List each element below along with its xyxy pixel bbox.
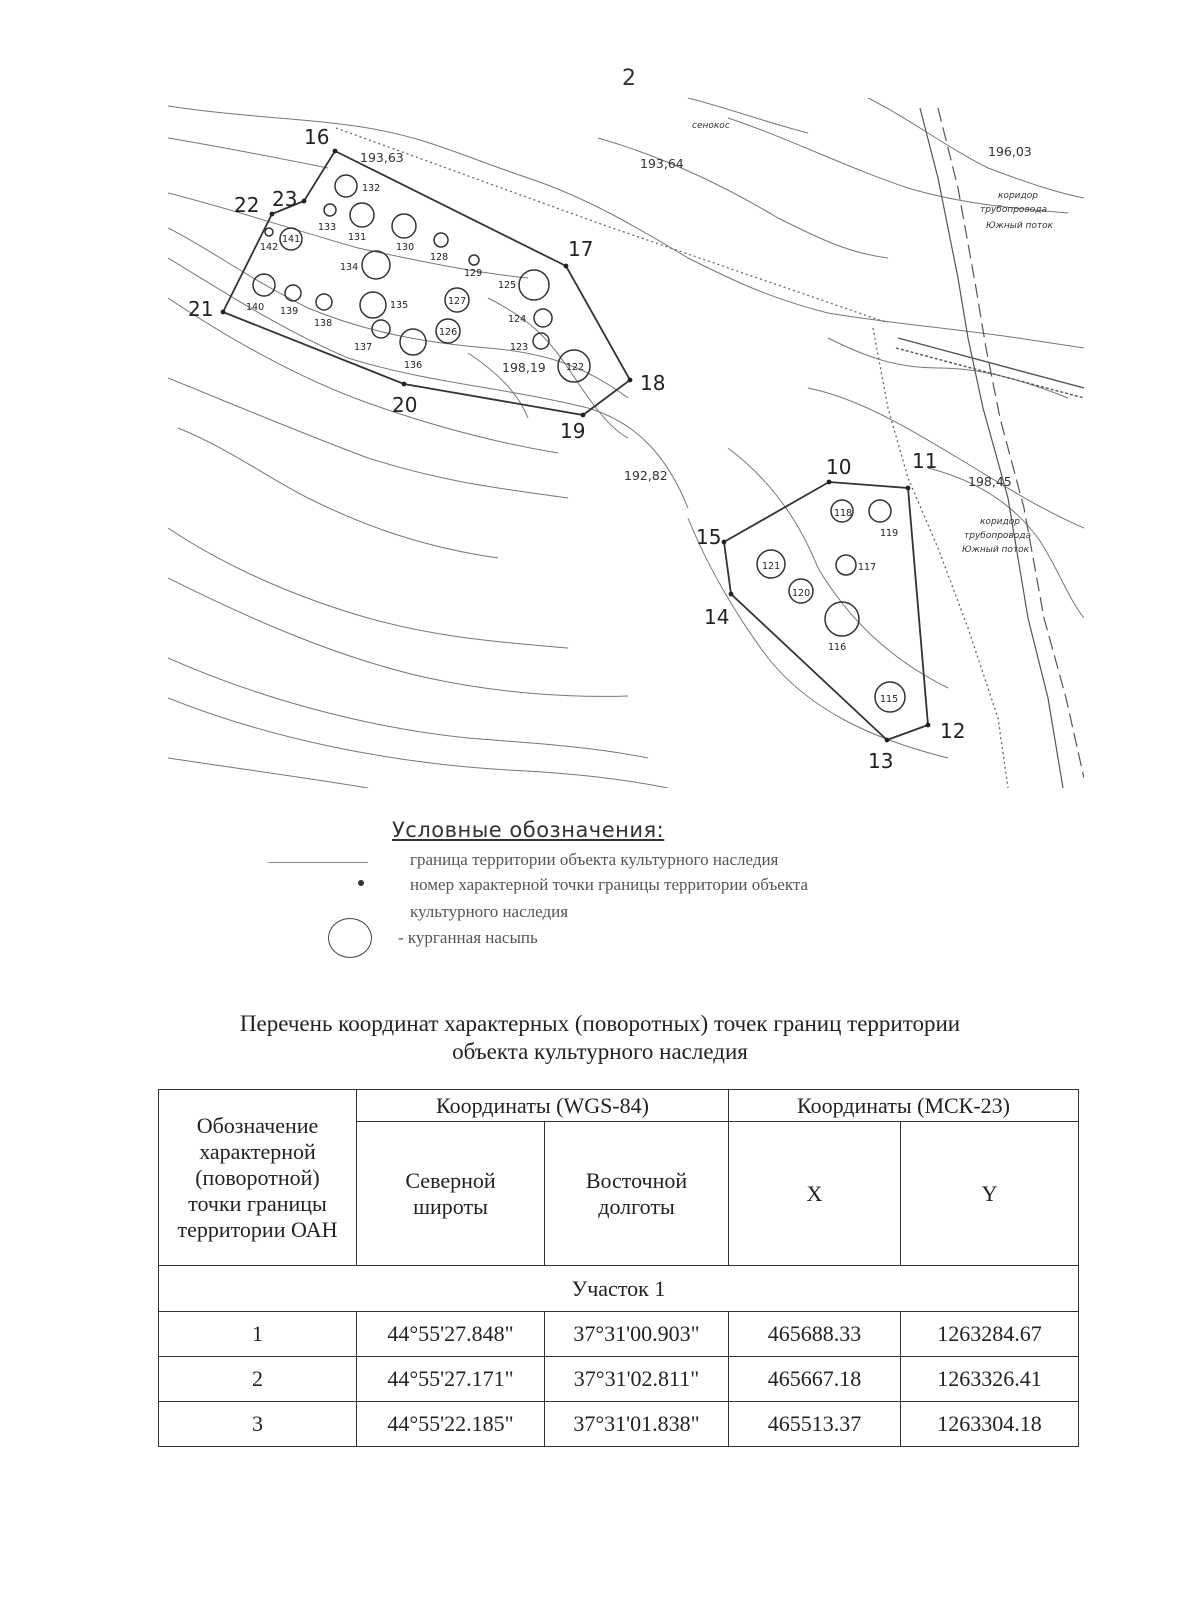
legend-title: Условные обозначения:: [392, 818, 665, 842]
mound-label-137: 137: [354, 342, 373, 353]
point-label-23: 23: [272, 187, 298, 211]
mound-label-128: 128: [430, 252, 449, 263]
header-north-latitude: Северной широты: [357, 1122, 545, 1266]
table-row: [159, 1357, 1079, 1402]
legend-boundary-text: граница территории объекта культурного наследия: [410, 850, 779, 869]
legend-mound-symbol: [328, 918, 372, 958]
table-row: [159, 1402, 1079, 1447]
legend-point-text-line2: культурного наследия: [410, 902, 569, 921]
header-east-longitude: Восточной долготы: [545, 1122, 729, 1266]
point-label-10: 10: [826, 455, 852, 479]
mound-label-141: 141: [282, 234, 301, 245]
mound-number-labels: [246, 183, 898, 705]
mound-label-142: 142: [260, 242, 279, 253]
mound-label-115: 115: [880, 694, 899, 705]
point-label-11: 11: [912, 449, 938, 473]
mound-label-122: 122: [566, 362, 585, 373]
table-title-line2: объекта культурного наследия: [452, 1039, 748, 1064]
legend-boundary-line-symbol: [268, 862, 368, 863]
mound-label-136: 136: [404, 360, 423, 371]
cell-point: 1: [159, 1312, 357, 1357]
cell-y: 1263284.67: [901, 1312, 1079, 1357]
mound-label-124: 124: [508, 314, 527, 325]
mound-label-126: 126: [439, 327, 458, 338]
header-point-designation: Обозначение характерной (поворотной) точки границы территории ОАН: [159, 1090, 357, 1266]
elevation-198-19: 198,19: [502, 360, 546, 375]
mound-label-118: 118: [834, 508, 853, 519]
cell-y: 1263304.18: [901, 1402, 1079, 1447]
survey-boundary: [336, 128, 1008, 788]
elevation-198-45: 198,45: [968, 474, 1012, 489]
map-notes: [692, 121, 1054, 555]
boundary-point-labels: [188, 125, 965, 773]
point-label-18: 18: [640, 371, 666, 395]
table-title: [150, 1010, 1050, 1066]
mound-label-132: 132: [362, 183, 381, 194]
mound-label-120: 120: [792, 588, 811, 599]
cell-point: 3: [159, 1402, 357, 1447]
site-plan-map: [168, 98, 1084, 788]
corridor-note-south-line1: коридор: [980, 517, 1020, 527]
mound-label-116: 116: [828, 642, 847, 653]
point-label-20: 20: [392, 393, 418, 417]
section-row-uchastok-1: Участок 1: [159, 1266, 1079, 1312]
cell-east: 37°31'01.838": [545, 1402, 729, 1447]
point-label-13: 13: [868, 749, 894, 773]
mound-label-131: 131: [348, 232, 367, 243]
cell-point: 2: [159, 1357, 357, 1402]
cell-x: 465513.37: [729, 1402, 901, 1447]
mound-label-117: 117: [858, 562, 877, 573]
point-label-12: 12: [940, 719, 966, 743]
table-row: [159, 1312, 1079, 1357]
elevation-labels: [360, 144, 1032, 489]
point-label-17: 17: [568, 237, 594, 261]
corridor-note-south-line3: Южный поток: [962, 545, 1030, 555]
point-label-15: 15: [696, 525, 722, 549]
cell-east: 37°31'00.903": [545, 1312, 729, 1357]
legend-mound-text: - курганная насыпь: [398, 928, 538, 947]
mound-label-139: 139: [280, 306, 299, 317]
corridor-note-north-line3: Южный поток: [986, 221, 1054, 231]
cell-x: 465667.18: [729, 1357, 901, 1402]
elevation-196-03: 196,03: [988, 144, 1032, 159]
mound-label-135: 135: [390, 300, 409, 311]
header-group-msk23: Координаты (МСК-23): [729, 1090, 1079, 1122]
hayfield-note: сенокос: [692, 121, 730, 131]
elevation-193-64: 193,64: [640, 156, 684, 171]
corridor-note-south-line2: трубопровода: [964, 531, 1031, 541]
elevation-193-63: 193,63: [360, 150, 404, 165]
cell-y: 1263326.41: [901, 1357, 1079, 1402]
mound-label-133: 133: [318, 222, 337, 233]
coordinates-table: [158, 1089, 1079, 1447]
mound-label-123: 123: [510, 342, 529, 353]
header-x: X: [729, 1122, 901, 1266]
point-label-19: 19: [560, 419, 586, 443]
cell-north: 44°55'22.185": [357, 1402, 545, 1447]
mound-label-134: 134: [340, 262, 359, 273]
mound-label-140: 140: [246, 302, 265, 313]
legend-point-symbol: [358, 880, 364, 886]
page-number: 2: [622, 66, 636, 91]
cell-x: 465688.33: [729, 1312, 901, 1357]
mound-label-125: 125: [498, 280, 517, 291]
corridor-note-north-line1: коридор: [998, 191, 1038, 201]
corridor-note-north-line2: трубопровода: [980, 205, 1047, 215]
header-y: Y: [901, 1122, 1079, 1266]
cell-north: 44°55'27.171": [357, 1357, 545, 1402]
point-label-16: 16: [304, 125, 330, 149]
mound-label-119: 119: [880, 528, 899, 539]
mound-label-127: 127: [448, 296, 467, 307]
cell-east: 37°31'02.811": [545, 1357, 729, 1402]
header-group-wgs84: Координаты (WGS-84): [357, 1090, 729, 1122]
legend-point-text-line1: номер характерной точки границы территории объекта: [410, 875, 809, 894]
point-label-22: 22: [234, 193, 260, 217]
mound-label-138: 138: [314, 318, 333, 329]
mound-label-129: 129: [464, 268, 483, 279]
mound-label-130: 130: [396, 242, 415, 253]
table-title-line1: Перечень координат характерных (поворотных) точек границ территории: [239, 1011, 961, 1036]
elevation-192-82: 192,82: [624, 468, 668, 483]
mound-label-121: 121: [762, 561, 781, 572]
point-label-21: 21: [188, 297, 214, 321]
cell-north: 44°55'27.848": [357, 1312, 545, 1357]
point-label-14: 14: [704, 605, 730, 629]
